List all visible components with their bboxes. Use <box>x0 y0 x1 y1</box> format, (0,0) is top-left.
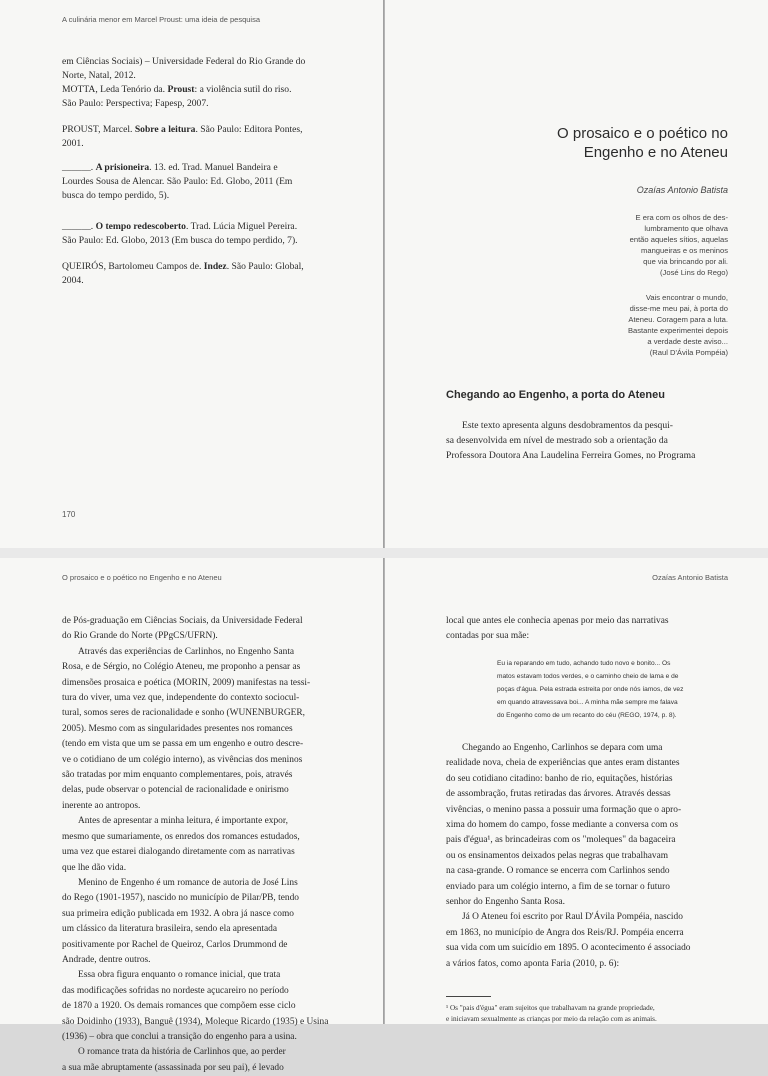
reference-entry <box>62 260 352 288</box>
text-line: sa desenvolvida em nível de mestrado sob a orientação da <box>446 435 668 446</box>
running-head: A culinária menor em Marcel Proust: uma ideia de pesquisa <box>62 15 261 24</box>
epigraph-line: Ateneu. Coragem para a luta. <box>628 315 728 324</box>
text-line: xima do homem do campo, fosse mediante a conversa com os <box>446 820 678 831</box>
ref-title: O tempo redescoberto <box>95 221 186 232</box>
ref-rest: . São Paulo: Global, <box>226 261 304 272</box>
page-bottom-left <box>0 558 383 1073</box>
title-line: Engenho e no Ateneu <box>583 144 728 161</box>
ref-line: São Paulo: Ed. Globo, 2013 (Em busca do tempo perdido, 7). <box>62 235 298 246</box>
text-line: enviado para um colégio interno, a fim de se tornar o futuro <box>446 881 670 892</box>
reference-entry <box>62 55 352 83</box>
text-line: são tratadas por mim enquanto complementares, pois, através <box>62 770 293 781</box>
text-line: a sua mãe abruptamente (assassinada por seu pai), é levado <box>62 1062 284 1073</box>
text-line: pais d'égua¹, as brincadeiras com os "moleques" da bagaceira <box>446 835 676 846</box>
ref-author: QUEIRÓS, Bartolomeu Campos de. <box>62 261 204 272</box>
text-line: são Doidinho (1933), Banguê (1934), Moleque Ricardo (1935) e Usina <box>62 1016 329 1027</box>
ref-rest: . Trad. Lúcia Miguel Pereira. <box>185 221 298 232</box>
text-line: do Rio Grande do Norte (PPgCS/UFRN). <box>62 631 218 642</box>
ref-author: MOTTA, Leda Tenório da. <box>62 84 168 95</box>
text-line: um clássico da literatura brasileira, sendo ela apresentada <box>62 924 278 935</box>
text-line: tural, somos seres de racionalidade e sonho (WUNENBURGER, <box>62 708 305 719</box>
reference-entry <box>62 123 352 151</box>
body-text <box>446 741 731 972</box>
epigraph-line: então aqueles sítios, aquelas <box>629 235 728 244</box>
text-line: tura do viver, uma vez que, independente do contexto sociocul- <box>62 693 300 704</box>
text-line: mesmo que sumariamente, os enredos dos romances estudados, <box>62 831 300 842</box>
title-line: O prosaico e o poético no <box>557 125 728 142</box>
ref-line: São Paulo: Perspectiva; Fapesp, 2007. <box>62 98 209 109</box>
text-line: vivências, o menino passa a possuir uma formação que o apro- <box>446 804 682 815</box>
ref-line: Lourdes Sousa de Alencar. São Paulo: Ed. Globo, 2011 (Em <box>62 176 293 187</box>
text-line: realidade nova, cheia de experiências que antes eram distantes <box>446 758 680 769</box>
intro-paragraph <box>446 418 736 463</box>
text-line: de Pós-graduação em Ciências Sociais, da Universidade Federal <box>62 616 303 626</box>
epigraph-line: disse-me meu pai, à porta do <box>629 304 728 313</box>
text-line: local que antes ele conhecia apenas por meio das narrativas <box>446 616 669 626</box>
page-top-left <box>0 0 383 548</box>
epigraph-line: que via brincando por ali. <box>643 257 728 266</box>
text-line: na casa-grande. O romance se encerra com Carlinhos sendo <box>446 866 670 877</box>
text-line: de 1870 a 1920. Os demais romances que compõem esse ciclo <box>62 1001 296 1012</box>
scan-divider <box>0 548 768 558</box>
reference-entry <box>62 220 352 248</box>
running-head: O prosaico e o poético no Engenho e no Ateneu <box>62 573 222 582</box>
epigraph-line: Bastante experimentei depois <box>627 326 728 335</box>
text-line: a vários fatos, como aponta Faria (2010, p. 6): <box>446 958 620 969</box>
footnote-rule <box>446 996 491 997</box>
text-line: do Rego (1901-1957), nascido no município de Pilar/PB, tendo <box>62 893 299 904</box>
text-line: delas, pude observar o potencial de racionalidade e onirismo <box>62 785 289 796</box>
text-line: Andrade, dentre outros. <box>62 954 151 965</box>
epigraph-line: lumbramento que olhava <box>644 224 728 233</box>
text-line: 2005). Mesmo com as singularidades presentes nos romances <box>62 723 293 734</box>
body-text <box>62 614 354 1076</box>
ref-line: 2001. <box>62 138 84 149</box>
text-line: inerente ao antropos. <box>62 800 141 811</box>
footnote <box>446 1003 736 1025</box>
text-line: Antes de apresentar a minha leitura, é importante expor, <box>78 816 288 827</box>
text-line: senhor do Engenho Santa Rosa. <box>446 897 565 908</box>
ref-title: Indez <box>203 261 227 272</box>
quote-line: do Engenho como de um recanto do céu (REGO, 1974, p. 8). <box>497 712 677 719</box>
running-head: Ozaías Antonio Batista <box>652 573 728 582</box>
ref-author: PROUST, Marcel. <box>62 124 135 135</box>
text-line: das modificações sofridas no nordeste açucareiro no período <box>62 985 289 996</box>
text-line: Através das experiências de Carlinhos, no Engenho Santa <box>78 646 295 657</box>
ref-rest: : a violência sutil do riso. <box>194 84 292 95</box>
text-line: ou os ensinamentos deixados pelas negras que trabalhavam <box>446 850 669 861</box>
text-line: Este texto apresenta alguns desdobramentos da pesqui- <box>462 420 674 431</box>
ref-title: A prisioneira <box>95 162 150 173</box>
text-line: ve o cotidiano de um colégio interno), as vivências dos meninos <box>62 754 303 765</box>
reference-entry <box>62 83 352 111</box>
author-name: Ozaías Antonio Batista <box>636 185 728 195</box>
text-line: O romance trata da história de Carlinhos que, ao perder <box>78 1047 286 1058</box>
text-line: de assombração, frutas retiradas das árvores. Através dessas <box>446 789 671 800</box>
body-text <box>446 614 731 645</box>
text-line: sua primeira edição publicada em 1932. A obra já nasce como <box>62 908 294 919</box>
text-line: uma vez que estarei dialogando diretamente com as narrativas <box>62 847 295 858</box>
epigraph-source: (Raul D'Ávila Pompéia) <box>649 348 728 357</box>
epigraph <box>528 292 728 358</box>
reference-entry <box>62 161 352 203</box>
text-line: Rosa, e de Sérgio, no Colégio Ateneu, me proponho a pensar as <box>62 662 301 673</box>
section-heading: Chegando ao Engenho, a porta do Ateneu <box>446 389 665 401</box>
quote-line: poças d'água. Pela estrada estreita por onde nós íamos, de vez <box>497 686 684 693</box>
text-line: contadas por sua mãe: <box>446 631 530 642</box>
ref-line: em Ciências Sociais) – Universidade Federal do Rio Grande do <box>62 56 306 67</box>
page-top-right <box>385 0 768 548</box>
epigraph-source: (José Lins do Rego) <box>660 268 728 277</box>
block-quote <box>497 657 733 722</box>
text-line: Professora Doutora Ana Laudelina Ferreira Gomes, no Programa <box>446 450 696 461</box>
epigraph-line: E era com os olhos de des- <box>635 213 728 222</box>
ref-title: Proust <box>167 84 195 95</box>
ref-line: 2004. <box>62 275 84 286</box>
quote-line: Eu ia reparando em tudo, achando tudo novo e bonito... Os <box>497 660 671 667</box>
ref-title: Sobre a leitura <box>134 124 196 135</box>
text-line: Menino de Engenho é um romance de autoria de José Lins <box>78 877 298 888</box>
ref-rest: . São Paulo: Editora Pontes, <box>195 124 303 135</box>
text-line: dimensões prosaica e poética (MORIN, 2009) manifestas na tessi- <box>62 677 311 688</box>
article-title <box>468 124 728 162</box>
text-line: (tendo em vista que um se passa em um engenho e outro descre- <box>62 739 304 750</box>
page-number: 170 <box>62 510 76 519</box>
epigraph-line: mangueiras e os meninos <box>641 246 728 255</box>
epigraph <box>528 212 728 278</box>
text-line: positivamente por Rachel de Queiroz, Carlos Drummond de <box>62 939 288 950</box>
epigraph-line: Vais encontrar o mundo, <box>645 293 728 302</box>
text-line: em 1863, no município de Angra dos Reis/RJ. Pompéia encerra <box>446 927 684 938</box>
quote-line: matos estavam todos verdes, e o caminho cheio de lama e de <box>497 673 679 680</box>
text-line: que lhe dão vida. <box>62 862 127 873</box>
ref-line: busca do tempo perdido, 5). <box>62 190 170 201</box>
text-line: do seu cotidiano citadino: banho de rio, equitações, histórias <box>446 773 673 784</box>
text-line: Chegando ao Engenho, Carlinhos se depara com uma <box>462 743 663 753</box>
page-bottom-right <box>385 558 768 1024</box>
footnote-line: ¹ Os "pais d'égua" eram sujeitos que trabalhavam na grande propriedade, <box>446 1004 655 1012</box>
text-line: Essa obra figura enquanto o romance inicial, que trata <box>78 970 281 981</box>
text-line: sua vida com um suicídio em 1895. O acontecimento é associado <box>446 943 691 954</box>
text-line: (1936) – obra que conclui a transição do engenho para a usina. <box>62 1031 297 1042</box>
footnote-line: e iniciavam sexualmente as crianças por meio da relação com as animais. <box>446 1015 657 1023</box>
text-line: Já O Ateneu foi escrito por Raul D'Ávila Pompéia, nascido <box>462 912 683 923</box>
ref-author: ______. <box>62 162 96 173</box>
quote-line: em quando atravessava boi... A minha mãe sempre me falava <box>497 699 678 706</box>
epigraph-line: a verdade deste aviso... <box>647 337 728 346</box>
ref-author: ______. <box>62 221 96 232</box>
ref-line: Norte, Natal, 2012. <box>62 70 136 81</box>
ref-rest: . 13. ed. Trad. Manuel Bandeira e <box>149 162 278 173</box>
